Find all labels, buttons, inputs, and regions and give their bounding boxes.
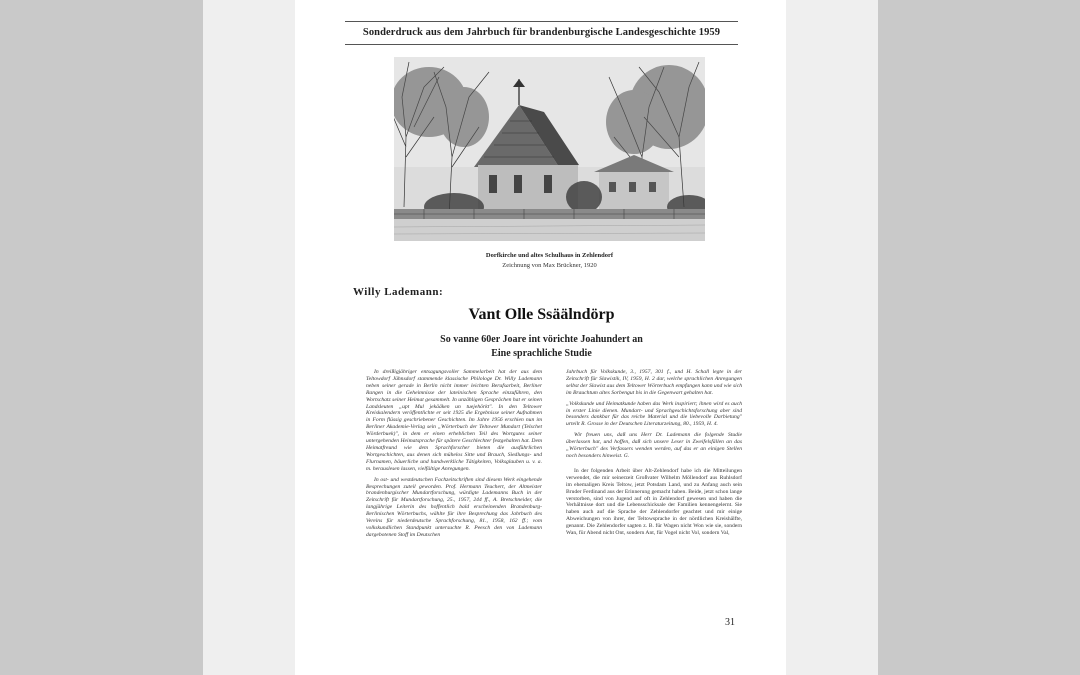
article-title: Vant Olle Ssäälndörp <box>468 306 615 323</box>
left-paragraph-1: In dreißigjähriger entsagungsvoller Sammelarbeit hat der aus dem Teltowdorf Jühnsdorf stammende klassische Philologe Dr. Willy Lademann neben seiner gerade in Berlin nicht immer leichten Berufsarbeit, Berliner Rangen in die Geheimnisse der lateinischen Sprache einzuführen, den Wortschatz seiner Heimat gesammelt. In unzähligen Gesprächen hat er seinen Landsleuten „upt Mul jekääken un tuejehörkt". In den Teltower Kreiskalendern veröffentlichte er seit 1925 die Ergebnisse seiner Aufnahmen in Form flüssig geschriebener Geschichten. Im Jahre 1956 erschien nun im Berliner Akademie-Verlag sein „Wörterbuch der Teltower Mundart (Telschet Wörderbuek)", in dem er einen erheblichen Teil des Wortgutes seiner untergehenden Heimatsprache für spätere Geschlechter festgehalten hat. Dem Heimatfreund wie dem Sprachforscher bieten die ausführlichen Wortgeschichten, aus denen sich mühelos Sitte und Brauch, Siedlungs- und Flurnamen, bäuerliche und handwerkliche Tätigkeiten, Volksglauben u. v. a. m. herauslesen lassen, vielfältige Anregungen. <box>366 369 542 472</box>
right-body-paragraph: In der folgenden Arbeit über Alt-Zehlendorf habe ich die Mitteilungen verwendet, die mir seinerzeit Großvater Wilhelm Möllendorf aus Ruhlsdorf im ehemaligen Kreis Teltow, jetzt Potsdam Land, und zu Anfang auch sein Bruder Ferdinand aus der Erinnerung gemacht haben. Beide, jetzt schon lange verstorben, sind von Jugend auf oft in Zehlendorf gewesen und haben die Verhältnisse dort und die Lebensschicksale der Familien kennengelernt. Sie haben auch auf die Sprache der Zehlendorfer geachtet und mir einige Abweichungen von ihrer, der Teltowsprache in der nördlichen Kreishälfte, genannt. Die Zehlendorfer sagten z. B. für Wagen nicht Won wie sie, sondern Wan, für Abend nicht Ont, sondern Ant, für Vogel nicht Vol, sondern Val, <box>566 467 742 537</box>
header-rule-top <box>345 21 738 22</box>
subtitle-line-2: Eine sprachliche Studie <box>491 348 592 359</box>
right-text-column <box>566 369 742 541</box>
left-paragraph-2: In ost- und westdeutschen Fachzeitschriften sind diesem Werk eingehende Besprechungen zuteil geworden. Prof. Hermann Teuchert, der Altmeister brandenburgischer Mundartforschung, würdigte Lademanns Buch in der Zeitschrift für Mundartforschung, 25., 1957, 244 ff., A. Bretschneider, die langjährige Leiterin des hoffentlich bald erscheinenden Brandenburg-Berlinischen Wörterbuchs, wählte für ihre Besprechung das Jahrbuch des Vereins für niederdeutsche Sprachforschung, 81., 1958, 162 ff.; vom volkskundlichen Standpunkt untersuchte R. Peesch den von Lademann dargebotenen Stoff im Deutschen <box>366 476 542 538</box>
document-page <box>295 0 786 675</box>
page-number: 31 <box>725 617 735 628</box>
figure-caption-credit: Zeichnung von Max Brückner, 1920 <box>502 262 597 269</box>
article-author: Willy Lademann: <box>353 286 444 298</box>
figure-caption-title: Dorfkirche und altes Schulhaus in Zehlendorf <box>485 252 614 259</box>
right-paragraph-1: Jahrbuch für Volkskunde, 3., 1957, 301 f., und H. Schall legte in der Zeitschrift für Slawistik, IV, 1959, H. 2 dar, welche sprachlichen Anregungen selbst der Slawist aus dem Teltower Wörterbuch empfangen kann und wie sich im Brauchtum altes Sorbengut bis in die Gegenwart gehalten hat. <box>566 369 742 396</box>
header-rule-bottom <box>345 44 738 45</box>
viewer-left-margin <box>203 0 295 675</box>
viewer-right-margin <box>786 0 878 675</box>
right-paragraph-3: Wir freuen uns, daß uns Herr Dr. Lademann die folgende Studie überlassen hat, und hoffen, daß sich unsere Leser in Zweifelsfällen an das „Wörterbuch" des Verfassers wenden werden, auf das er an einigen Stellen noch besonders hinweist. G. <box>566 432 742 459</box>
subtitle-line-1: So vanne 60er Joare int vörichte Joahundert an <box>440 334 643 345</box>
right-paragraph-2: „Volkskunde und Heimatkunde haben das Werk inspiriert; ihnen wird es auch in erster Linie dienen. Mundart- und Sprachgeschichtsforschung aber sind besonders dankbar für das reiche Material und die liebevolle Darbietung" urteilt R. Grosse in der Deutschen Literaturzeitung, 80., 1959, H. 4. <box>566 400 742 428</box>
left-text-column <box>366 369 542 543</box>
article-subtitle <box>345 333 738 361</box>
editor-note <box>566 369 742 460</box>
running-header: Sonderdruck aus dem Jahrbuch für brandenburgische Landesgeschichte 1959 <box>362 27 721 38</box>
church-illustration <box>394 57 705 241</box>
